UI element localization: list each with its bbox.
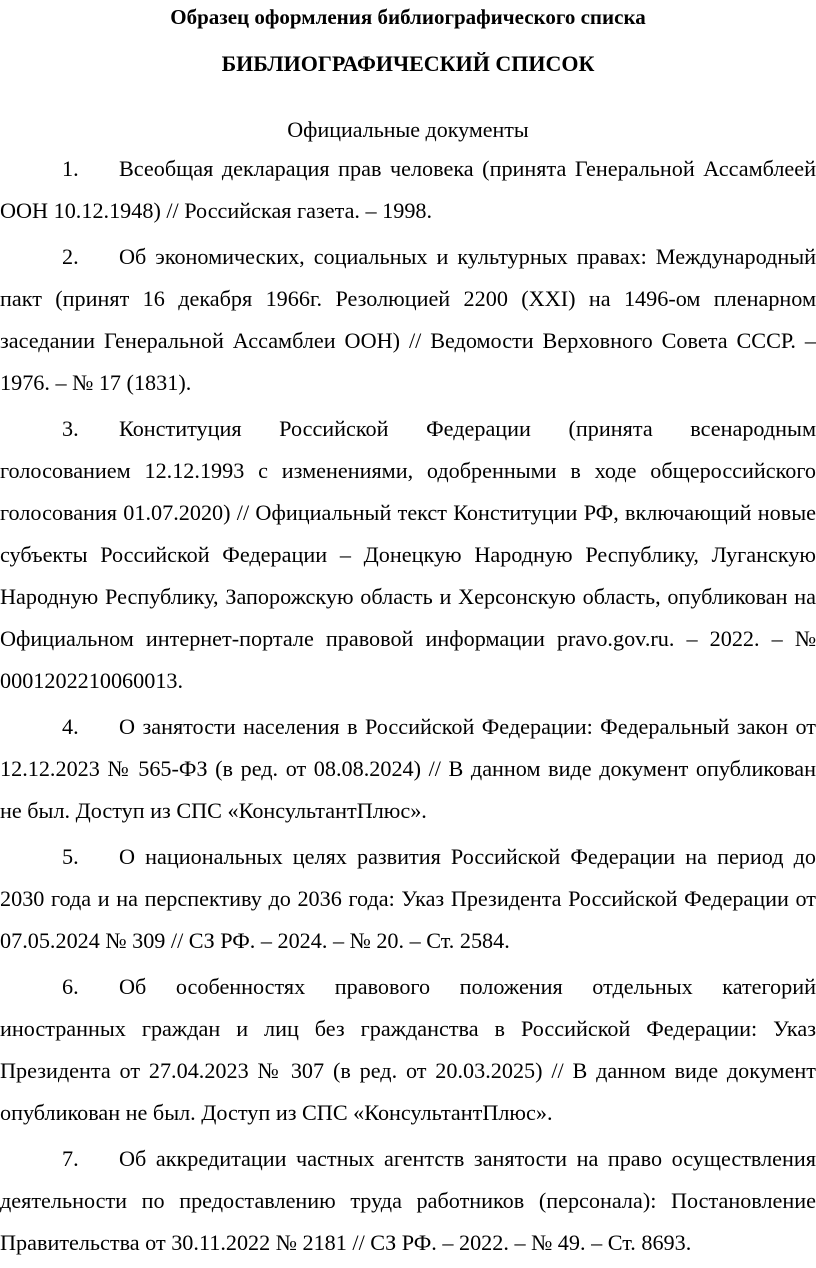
bibliography-entry-3	[0, 408, 816, 702]
entry-text: Всеобщая декларация прав человека (принята Генеральной Ассамблеей ООН 10.12.1948) // Российская газета. – 1998.	[0, 156, 816, 223]
entry-text: О занятости населения в Российской Федерации: Федеральный закон от 12.12.2023 № 565-ФЗ (в ред. от 08.08.2024) // В данном виде документ опубликован не был. Доступ из СПС «КонсультантПлюс».	[0, 714, 816, 823]
entry-text: Об особенностях правового положения отдельных категорий иностранных граждан и лиц без гражданства в Российской Федерации: Указ Президента от 27.04.2023 № 307 (в ред. от 20.03.2025) // В данном виде документ опубликован не был. Доступ из СПС «КонсультантПлюс».	[0, 974, 816, 1125]
entry-number: 5.	[62, 844, 79, 869]
entry-number: 2.	[62, 244, 79, 269]
document-top-title: Образец оформления библиографического списка	[170, 5, 646, 29]
bibliography-entry-7	[0, 1138, 816, 1264]
entry-text: Об аккредитации частных агентств занятости на право осуществления деятельности по предоставлению труда работников (персонала): Постановление Правительства от 30.11.2022 № 2181 // СЗ РФ. – 2022. – № 49. – Ст. 8693.	[0, 1146, 816, 1255]
entry-text: Об экономических, социальных и культурных правах: Международный пакт (принят 16 декабря 1966г. Резолюцией 2200 (XXI) на 1496-ом пленарном заседании Генеральной Ассамблеи ООН) // Ведомости Верховного Совета СССР. – 1976. – № 17 (1831).	[0, 244, 816, 395]
entry-number: 6.	[62, 974, 79, 999]
entry-text: Конституция Российской Федерации (принята всенародным голосованием 12.12.1993 с изменениями, одобренными в ходе общероссийского голосования 01.07.2020) // Официальный текст Конституции РФ, включающий новые субъекты Российской Федерации – Донецкую Народную Республику, Луганскую Народную Республику, Запорожскую область и Херсонскую область, опубликован на Официальном интернет-портале правовой информации pravo.gov.ru. – 2022. – № 0001202210060013.	[0, 416, 816, 693]
entry-text: О национальных целях развития Российской Федерации на период до 2030 года и на перспективу до 2036 года: Указ Президента Российской Федерации от 07.05.2024 № 309 // СЗ РФ. – 2024. – № 20. – Ст. 2584.	[0, 844, 816, 953]
entry-number: 3.	[62, 416, 79, 441]
entry-number: 1.	[62, 156, 79, 181]
entry-number: 7.	[62, 1146, 79, 1171]
bibliography-entry-6	[0, 966, 816, 1134]
bibliography-entry-4	[0, 706, 816, 832]
bibliography-entry-5	[0, 836, 816, 962]
bibliography-title: БИБЛИОГРАФИЧЕСКИЙ СПИСОК	[221, 51, 595, 76]
bibliography-list	[0, 148, 816, 1268]
entry-number: 4.	[62, 714, 79, 739]
section-title: Официальные документы	[287, 117, 529, 142]
bibliography-entry-1	[0, 148, 816, 232]
bibliography-entry-2	[0, 236, 816, 404]
